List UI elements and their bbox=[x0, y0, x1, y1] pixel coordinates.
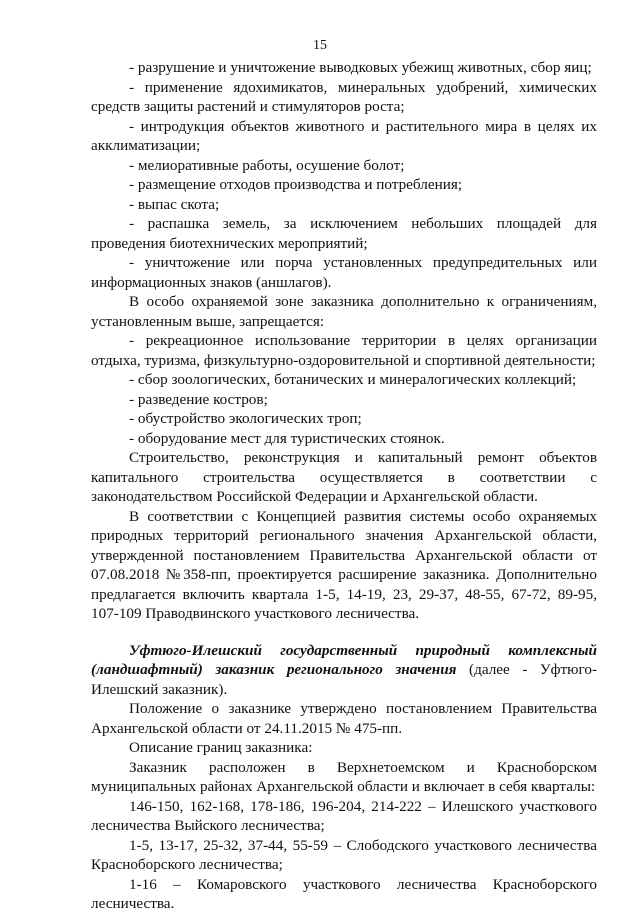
paragraph-5: - размещение отходов производства и потребления; bbox=[129, 176, 463, 193]
section-heading bbox=[91, 641, 597, 700]
paragraph-12: - разведение костров; bbox=[129, 390, 268, 408]
paragraph-11: - сбор зоологических, ботанических и минералогических коллекций; bbox=[129, 371, 577, 388]
paragraph-2: - применение ядохимикатов, минеральных удобрений, химических средств защиты растений и стимуляторов роста; bbox=[91, 78, 597, 115]
paragraph-6: - выпас скота; bbox=[129, 195, 220, 213]
section-paragraph-6: 1-16 – Комаровского участкового лесничества Красноборского лесничества. bbox=[91, 875, 597, 912]
paragraph-3: - интродукция объектов животного и растительного мира в целях их акклиматизации; bbox=[91, 117, 597, 154]
section-paragraph-4: 146-150, 162-168, 178-186, 196-204, 214-222 – Илешского участкового лесничества Выйского лесничества; bbox=[91, 797, 597, 834]
paragraph-13: - обустройство экологических троп; bbox=[129, 410, 362, 427]
paragraph-4: - мелиоративные работы, осушение болот; bbox=[129, 156, 405, 174]
paragraph-10: - рекреационное использование территории в целях организации отдыха, туризма, физкультурно-оздоровительной и спортивной деятельности; bbox=[91, 332, 597, 369]
page-number: 15 bbox=[313, 38, 327, 53]
section-heading-suffix: (далее - Уфтюго-Илешский заказник). bbox=[91, 661, 597, 698]
page-content bbox=[91, 58, 597, 914]
paragraph-16: В соответствии с Концепцией развития системы особо охраняемых природных территорий регионального значения Архангельской области, утвержденной постановлением Правительства Архангельской области от 07.08.2018 №358-пп, проектируется расширение заказника. Дополнительно предлагается включить квартала 1-5, 14-19, 23, 29-37, 48-55, 67-72, 89-95, 107-109 Праводвинского участкового лесничества. bbox=[91, 507, 597, 622]
paragraph-7: - распашка земель, за исключением небольших площадей для проведения биотехнических мероприятий; bbox=[91, 215, 597, 252]
paragraph-9: В особо охраняемой зоне заказника дополнительно к ограничениям, установленным выше, запрещается: bbox=[91, 293, 597, 330]
section-gap bbox=[91, 624, 597, 641]
section-paragraph-2: Описание границ заказника: bbox=[129, 739, 313, 756]
section-paragraph-3: Заказник расположен в Верхнетоемском и Красноборском муниципальных районах Архангельской области и включает в себя кварталы: bbox=[91, 758, 597, 795]
section-paragraph-1: Положение о заказнике утверждено постановлением Правительства Архангельской области от 24.11.2015 № 475-пп. bbox=[91, 700, 597, 737]
section-heading-title: Уфтюго-Илешский государственный природный комплексный (ландшафтный) заказник регионального значения bbox=[91, 641, 597, 678]
paragraph-14: - оборудование мест для туристических стоянок. bbox=[129, 429, 445, 447]
section-paragraph-5: 1-5, 13-17, 25-32, 37-44, 55-59 – Слободского участкового лесничества Красноборского лесничества; bbox=[91, 836, 597, 873]
paragraph-8: - уничтожение или порча установленных предупредительных или информационных знаков (аншлагов). bbox=[91, 254, 597, 291]
paragraph-1: - разрушение и уничтожение выводковых убежищ животных, сбор яиц; bbox=[129, 59, 592, 76]
paragraph-15: Строительство, реконструкция и капитальный ремонт объектов капитального строительства осуществляется в соответствии с законодательством Российской Федерации и Архангельской области. bbox=[91, 449, 597, 505]
